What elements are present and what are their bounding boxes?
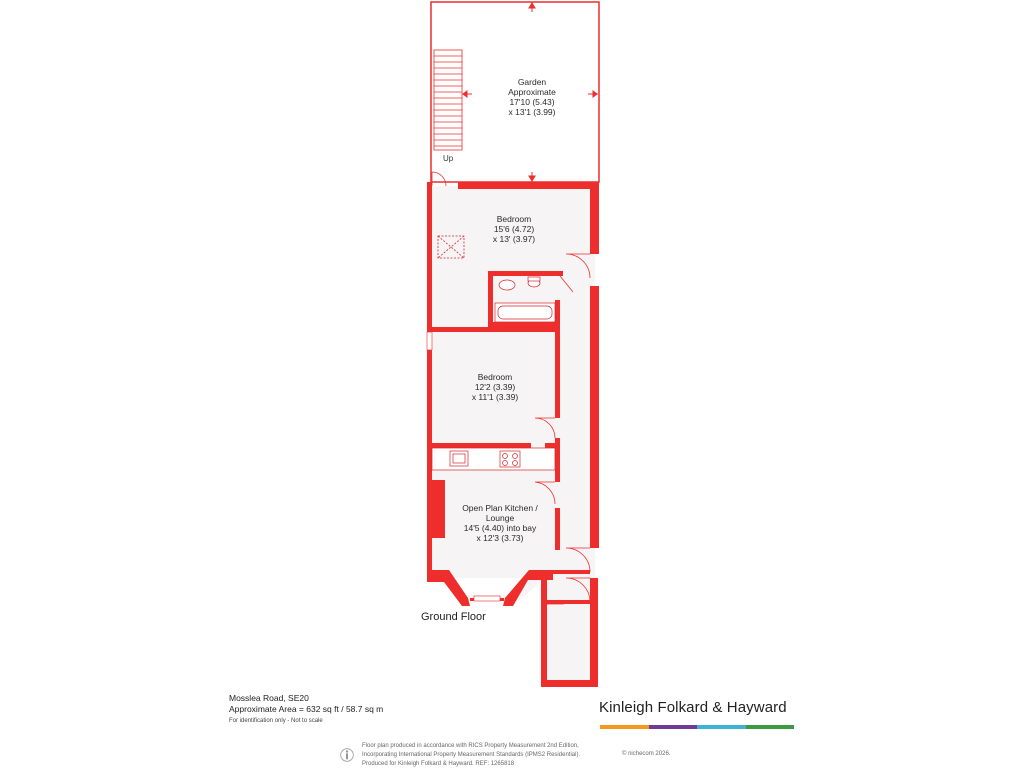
garden-label: [490, 77, 574, 117]
kitchen-dim2: x 12'3 (3.73): [476, 533, 524, 543]
brand-logo-text: Kinleigh Folkard & Hayward: [599, 699, 787, 716]
bedroom1-dim1: 15'6 (4.72): [493, 224, 535, 234]
bedroom1-name: Bedroom: [496, 214, 532, 224]
kitchen-label: [444, 503, 556, 543]
brand-color-bar: [600, 725, 794, 729]
property-area: Approximate Area = 632 sq ft / 58.7 sq m: [229, 704, 384, 714]
person-icon: [340, 744, 354, 766]
bedroom2-dim1: 12'2 (3.39): [474, 382, 516, 392]
floor-title: Ground Floor: [421, 611, 486, 623]
stairs-up-label: Up: [443, 154, 454, 163]
scale-note: For identification only - Not to scale: [229, 718, 323, 724]
brand-bar-purple: [649, 725, 698, 729]
footer-line2: Incorporating International Property Measurement Standards (IPMS2 Residential).: [362, 752, 581, 758]
bedroom1-dim2: x 13' (3.97): [492, 234, 536, 244]
footer-copyright: © nichecom 2026.: [622, 751, 671, 757]
bedroom2-label: [453, 372, 537, 402]
interior-floor: [431, 186, 595, 682]
property-info: [229, 693, 383, 727]
kitchen-name-2: Lounge: [485, 513, 515, 523]
brand-bar-blue: [697, 725, 746, 729]
property-address: Mosslea Road, SE20: [229, 693, 309, 703]
garden-stairs: [434, 50, 462, 150]
kitchen-fixtures: [432, 448, 555, 470]
kitchen-name: Open Plan Kitchen /: [462, 503, 538, 513]
bedroom2-dim2: x 11'1 (3.39): [471, 392, 519, 402]
garden-dim1: 17'10 (5.43): [509, 97, 555, 107]
garden-approx: Approximate: [508, 87, 556, 97]
brand-bar-green: [746, 725, 795, 729]
kitchen-dim1: 14'5 (4.40) into bay: [463, 523, 537, 533]
footer-line1: Floor plan produced in accordance with RICS Property Measurement 2nd Edition,: [362, 743, 579, 749]
footer-line3: Produced for Kinleigh Folkard & Hayward. REF: 1265818: [362, 761, 515, 767]
garden-name: Garden: [517, 77, 547, 87]
bedroom1-label: [472, 214, 556, 244]
garden-dim2: x 13'1 (3.99): [508, 107, 556, 117]
bedroom2-name: Bedroom: [477, 372, 513, 382]
brand-bar-orange: [600, 725, 649, 729]
